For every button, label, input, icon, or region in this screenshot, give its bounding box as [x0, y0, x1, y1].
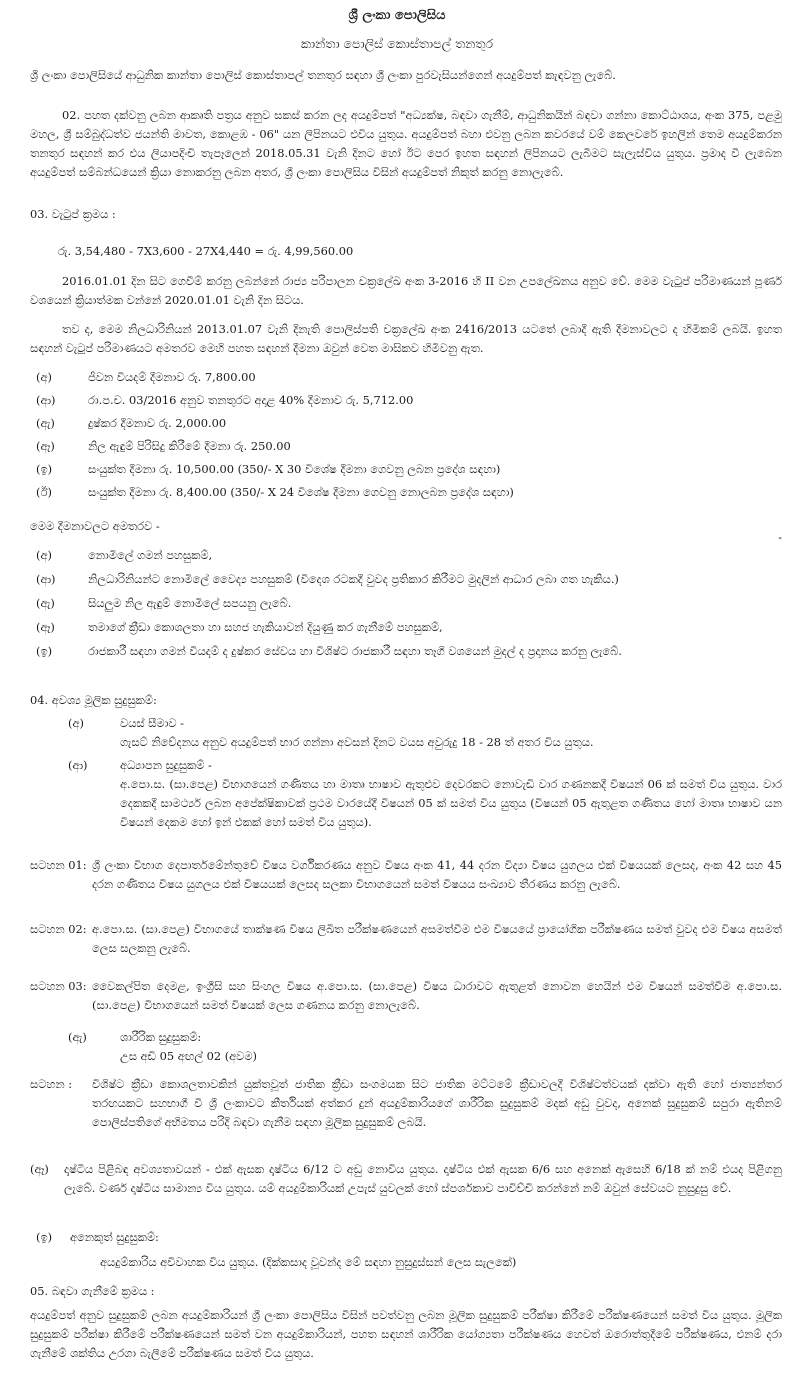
item-label: (ඉ)	[36, 462, 53, 476]
section-05-paragraph: අයදුම්පත් අනුව සුදුසුකම් ලබන අයදුම්කාරියන් ශ්‍රී ලංකා පොලිසිය විසින් පවත්වනු ලබන මූලික සුදුසුකම් පරීක්ෂා කිරීමේ පරීක්ෂණයෙන් සමත් විය යුතුය. මූලික සුදුසුකම් පරීක්ෂා කිරීමේ පරීක්ෂණයෙන් සමත් වන අයදුම්කාරියන්, පහත සඳහන් ශාරීරික යෝග්‍යතා පරීක්ෂණය හෙවත් ඔරොත්තුදීමේ පරීක්ෂණය, එනම් දරා ගැනීමේ ශක්තිය උරගා බැලීමේ පරීක්ෂණය සමත් විය යුතුය.	[30, 1308, 782, 1360]
allowance-item	[30, 460, 782, 479]
page-subtitle: කාන්තා පොලිස් කොස්තාපල් තනතුර	[300, 36, 494, 51]
item-label: (ඈ)	[36, 439, 55, 453]
item-text: තමාගේ ක්‍රීඩා කොශලතා හා සහජ හැකියාවන් දියුණු කර ගැනීමේ පහසුකම්,	[88, 620, 443, 634]
item-label: (ඇ)	[36, 416, 55, 430]
physical-note	[30, 1075, 782, 1132]
section-02-paragraph: 02. පහත දක්වනු ලබන ආකෘති පත්‍රය අනුව සකස් කරන ලද අයදුම්පත් "අධ්‍යක්ෂ, බඳවා ගැනීම්, ආධුනිකයින් බඳවා ගන්නා කොට්ඨාශය, අංක 375, පළමු මහල, ශ්‍රී සම්බුද්ධත්ව ජයන්ති මාවත, කොළඹ - 06" යන ලිපිනයට එවිය යුතුය. අයදුම්පත් බහා එවනු ලබන කවරයේ වම් කෙලවරේ ඉහලින් තෙම අයදුම්කරන තනතුර සඳහන් කර එය ලියාපදිංචි තැපෑලෙන් 2018.05.31 වැනි දිනට හෝ ඊට පෙර ඉහත සඳහන් ලිපිනයට ලැබීමට සැලැස්විය යුතුය. ප්‍රමාද වී ලැබෙන අයදුම්පත් සම්බන්ධයෙන් ක්‍රියා නොකරනු ලබන අතර, ශ්‍රී ලංකා පොලිසිය විසින් අයදුම්පත් නිකුත් කරනු නොලැබේ.	[30, 108, 782, 179]
note-text: අ.පො.ස. (සා.පෙළ) විභාගයේ තාක්ෂණ විෂය ලිඛිත පරීක්ෂණයෙන් අසමත්වීම එම විෂයයේ ප්‍රායෝගික පරීක්ෂණය සමත් වුවද එම විෂය අසමත් ලෙස සලකනු ලැබේ.	[92, 922, 782, 955]
item-title: ශාරීරික සුදුසුකම්:	[120, 1030, 202, 1044]
item-text: අයදුම්කාරිය අවිවාහක විය යුතුය. (දික්කසාද වූවන්ද මේ සඳහා නුසුදුස්සන් ලෙස සැලකේ)	[100, 1255, 517, 1269]
salary-formula: රු. 3,54,480 - 7X3,600 - 27X4,440 = රු. 4,99,560.00	[58, 244, 354, 258]
other-requirement	[30, 1228, 782, 1272]
item-text: ගැසට් නිවේදනය අනුව අයදුම්පත් භාර ගන්නා අවසන් දිනට වයස අවුරුදු 18 - 28 ත් අතර විය යුතුය.	[120, 735, 594, 749]
item-label: (ඉ)	[36, 1230, 53, 1244]
item-text: නිල ඇඳුම් පිරිසිදු කිරීමේ දීමනා රු. 250.00	[88, 439, 291, 453]
allowance-item	[30, 414, 782, 433]
item-label: (ආ)	[36, 393, 56, 407]
allowance-item	[30, 437, 782, 456]
item-label: (අ)	[36, 548, 52, 562]
salary-paragraph-2: තව ද, මෙම නිලධාරිනියන් 2013.01.07 වැනි දිනැති පොලිස්පති චක්‍රලේඛ අංක 2416/2013 යටතේ ලබාදී ඇති දීමනාවලට ද හිමිකම් ලබයි. ඉහත සඳහන් වැටුප් පරිමාණයට අමතරව මෙහි පහත සඳහන් දීමනා ඔවුන් වෙත මාසිකව හිමිවනු ඇත.	[30, 322, 782, 355]
item-text: නොමිලේ ගමන් පහසුකම්,	[88, 548, 213, 562]
note-text: ශ්‍රී ලංකා විභාග දෙපාර්තමේන්තුවේ විෂය වර්ගීකරණය අනුව විෂය අංක 41, 44 දරන විද්‍යා විෂය යුගලය එක් විෂයයක් ලෙසද, අංක 42 සහ 45 දරන ගණිතය විෂය යුගලය එක් විෂයයක් ලෙසද සලකා විභාගයෙන් සමත් විෂයය සංඛ්‍යාව තීරණය කරනු ලැබේ.	[92, 858, 782, 891]
note-label: සටහන 03:	[30, 979, 87, 993]
item-label: (අ)	[36, 370, 52, 384]
item-text: උස අඩි 05 අඟල් 02 (අවම)	[120, 1049, 258, 1063]
note-03	[30, 977, 782, 1015]
allowance-item	[30, 368, 782, 387]
item-label: (ඇ)	[36, 596, 55, 610]
benefit-item	[30, 546, 782, 565]
allowance-item	[30, 483, 782, 502]
item-text: දෘෂ්ටිය පිළිබඳ අවශ්‍යතාවයන් - එක් ඇසක දෘෂ්ටිය 6/12 ට අඩු නොවිය යුතුය. දෘෂ්ටිය එක් ඇසක 6/6 සහ අනෙක් ඇසෙහි 6/18 ක් නම් එයද පිළිගනු ලැබේ. වර්ණ දෘෂ්ටිය සාමාන්‍ය විය යුතුය. යම් අයදුම්කාරියක් උපැස් යුවලක් හෝ ස්පර්ශකාච පාවිච්චි කරන්නේ නම් ඔවුන් සේවයට නුසුදුසු වේ.	[64, 1162, 782, 1195]
benefit-item	[30, 594, 782, 613]
note-02	[30, 920, 782, 958]
item-label: (ඉ)	[36, 644, 53, 658]
intro-paragraph: ශ්‍රී ලංකා පොලිසියේ ආධුනික කාන්තා පොලිස් කොස්තාපල් තනතුර සඳහා ශ්‍රී ලංකා පුරවැසියන්ගෙන් අයදුම්පත් කැඳවනු ලැබේ.	[30, 68, 616, 82]
physical-requirement	[30, 1028, 782, 1066]
item-label: (ආ)	[68, 758, 88, 772]
item-text: රා.ප.ච. 03/2016 අනුව තනතුරට අදාළ 40% දීමනාව රු. 5,712.00	[88, 393, 414, 407]
item-text: සංයුක්ත දීමනා රු. 8,400.00 (350/- X 24 විශේෂ දීමනා ගෙවනු නොලබන ප්‍රදේශ සඳහා)	[88, 485, 514, 499]
section-04-heading: 04. අවශ්‍ය මූලික සුදුසුකම්:	[30, 693, 157, 707]
section-05-heading: 05. බඳවා ගැනීමේ ක්‍රමය :	[30, 1284, 155, 1298]
note-text: වෛකල්පිත දෙමළ, ඉංග්‍රීසි සහ සිංහල විෂය අ.පො.ස. (සා.පෙළ) විෂය ධාරාවට ඇතුළත් නොවන හෙයින් එම විෂයන් සමත්වීම අ.පො.ස. (සා.පෙළ) විභාගයෙන් සමත් විෂයක් ලෙස ගණනය කරනු නොලැබේ.	[92, 979, 782, 1012]
item-text: සියලුම නිල ඇඳුම් නොමිලේ සපයනු ලැබේ.	[88, 596, 292, 610]
note-label: සටහන 02:	[30, 922, 87, 936]
vision-requirement	[30, 1160, 782, 1198]
benefit-item	[30, 618, 782, 637]
item-label: (අ)	[68, 716, 84, 730]
benefits-intro: මෙම දීමනාවලට අමතරව -	[30, 519, 160, 533]
item-label: (ඇ)	[68, 1030, 87, 1044]
age-requirement	[30, 714, 782, 752]
benefit-item	[30, 570, 782, 589]
note-01	[30, 856, 782, 894]
allowance-item	[30, 391, 782, 410]
salary-paragraph-1: 2016.01.01 දින සිට ගෙවීම් කරනු ලබන්නේ රාජ්‍ය පරිපාලන චක්‍රලේඛ අංක 3-2016 හි II වන උපලේඛනය අනුව වේ. මෙම වැටුප් පරිමාණයන් පූර්ණ වශයෙන් ක්‍රියාත්මක වන්නේ 2020.01.01 වැනි දින සිටය.	[30, 274, 782, 307]
item-label: (ඈ)	[36, 620, 55, 634]
item-text: දුෂ්කර දීමනාව රු. 2,000.00	[88, 416, 227, 430]
margin-mark: -	[778, 531, 782, 544]
item-title: අධ්‍යාපන සුදුසුකම් -	[120, 758, 212, 772]
item-text: සංයුක්ත දීමනා රු. 10,500.00 (350/- X 30 විශේෂ දීමනා ගෙවනු ලබන ප්‍රදේශ සඳහා)	[88, 462, 501, 476]
note-text: විශිෂ්ට ක්‍රීඩා කොශලතාවකින් යුක්තවූත් ජාතික ක්‍රීඩා සංගමයක සිට ජාතික මට්ටමේ ක්‍රීඩාවලදී විශිෂ්ටත්වයක් දක්වා ඇති හෝ ජාත්‍යන්තර තරඟයකට සහභාගී වී ශ්‍රී ලංකාවට කීර්තියක් අත්කර දුන් අයදුම්කාරියගේ ශාරීරික සුදුසුකම් මදක් අඩු වුවද, අනෙක් සුදුසුකම් සපුරා ඇතිනම් පොලිස්පතිගේ අභිමතය පරිදි බඳවා ගැනීම සඳහා මූලික සුදුසුකම් ලබයි.	[92, 1077, 782, 1129]
item-label: (ඈ)	[30, 1162, 49, 1176]
item-label: (ආ)	[36, 572, 56, 586]
note-label: සටහන :	[30, 1077, 73, 1091]
item-title: වයස් සීමාව -	[120, 716, 184, 730]
item-title: අනෙකුත් සුදුසුකම්:	[70, 1230, 159, 1244]
item-text: රාජකාරී සඳහා ගමන් වියදම් ද දුෂ්කර සේවය හා විශිෂ්ට රාජකාරී සඳහා තෑගි වශයෙන් මුදල් ද ප්‍රදානය කරනු ලැබේ.	[88, 644, 622, 658]
page-title: ශ්‍රී ලංකා පොලිසිය	[348, 8, 446, 23]
item-label: (ඊ)	[36, 485, 52, 499]
item-text: අ.පො.ස. (සා.පෙළ) විභාගයෙන් ගණිතය හා මාතෘ භාෂාව ඇතුළුව දෙවරකට නොවැඩි වාර ගණනකදී විෂයන් 06 ක් සමත් විය යුතුය. වාර දෙකකදී සාමර්ථ්‍ය ලබන අපේක්ෂිකාවක් ප්‍රථම වාරයේදී විෂයන් 05 ක් සමත් විය යුතුය (විෂයන් 05 ඇතුළත ගණිතය හෝ මාතෘ භාෂාව යන විෂයන් දෙකම හෝ ඉන් එකක් හෝ සමත් විය යුතුය).	[120, 777, 782, 829]
note-label: සටහන 01:	[30, 858, 87, 872]
education-requirement	[30, 756, 782, 832]
section-03-heading: 03. වැටුප් ක්‍රමය :	[30, 207, 116, 221]
item-text: ජීවන වියදම් දීමනාව රු. 7,800.00	[88, 370, 256, 384]
benefit-item	[30, 642, 782, 661]
item-text: නිලධාරිනියන්ට නොමිලේ වෛද්‍ය පහසුකම් (විදෙශ රටකදී වුවද ප්‍රතිකාර කිරීමට මුදලින් ආධාර ලබා ගත හැකිය.)	[88, 572, 619, 586]
